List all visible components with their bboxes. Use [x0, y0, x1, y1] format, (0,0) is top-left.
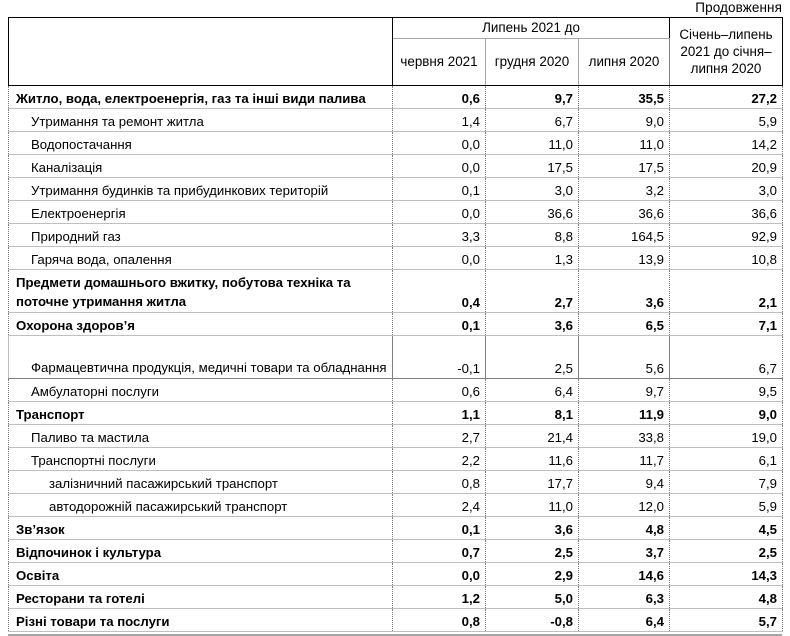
table-row	[9, 425, 783, 448]
row-value: 7,9	[670, 471, 783, 494]
row-value: 5,9	[670, 109, 783, 132]
row-value: 11,7	[579, 448, 670, 471]
row-label: Охорона здоров’я	[9, 313, 393, 336]
table-row	[9, 471, 783, 494]
row-label: Каналізація	[9, 155, 393, 178]
row-value: 2,4	[393, 494, 486, 517]
row-value: 164,5	[579, 224, 670, 247]
table-row	[9, 379, 783, 402]
table-row	[9, 402, 783, 425]
row-value: 3,6	[486, 313, 579, 336]
header-row-top	[9, 18, 783, 39]
row-value: 6,4	[579, 609, 670, 632]
table-row	[9, 586, 783, 609]
row-value: 7,1	[670, 313, 783, 336]
table-row	[9, 448, 783, 471]
row-value: 8,8	[486, 224, 579, 247]
table-row	[9, 247, 783, 270]
row-value: 0,0	[393, 563, 486, 586]
table-row	[9, 494, 783, 517]
row-value: 1,2	[393, 586, 486, 609]
row-value: 0,1	[393, 517, 486, 540]
table-row	[9, 313, 783, 336]
table-header	[9, 18, 783, 86]
table-row	[9, 86, 783, 109]
row-value: 0,1	[393, 178, 486, 201]
row-value: 36,6	[579, 201, 670, 224]
table-body	[9, 86, 783, 632]
row-value: 11,6	[486, 448, 579, 471]
row-value: 2,2	[393, 448, 486, 471]
row-value: 17,7	[486, 471, 579, 494]
table-row	[9, 109, 783, 132]
row-value: 2,5	[486, 540, 579, 563]
row-value: 27,2	[670, 86, 783, 109]
row-value: 11,0	[486, 132, 579, 155]
row-value: 5,7	[670, 609, 783, 632]
row-label: Відпочинок і культура	[9, 540, 393, 563]
header-col-july2020: липня 2020	[579, 39, 670, 86]
row-value: 36,6	[670, 201, 783, 224]
table-row	[9, 540, 783, 563]
row-value: 3,6	[579, 270, 670, 313]
row-value: 14,6	[579, 563, 670, 586]
table-row	[9, 270, 783, 313]
header-blank-cell	[9, 18, 393, 86]
row-value: 5,0	[486, 586, 579, 609]
row-value: 9,7	[486, 86, 579, 109]
table-row	[9, 132, 783, 155]
row-value: 2,5	[486, 336, 579, 379]
row-value: 9,7	[579, 379, 670, 402]
row-value: 14,2	[670, 132, 783, 155]
row-value: 9,0	[670, 402, 783, 425]
row-value: 4,5	[670, 517, 783, 540]
row-label: Утримання та ремонт житла	[9, 109, 393, 132]
row-value: 0,1	[393, 313, 486, 336]
header-col-december2020: грудня 2020	[486, 39, 579, 86]
row-label: Зв’язок	[9, 517, 393, 540]
row-value: 1,1	[393, 402, 486, 425]
row-value: 2,1	[670, 270, 783, 313]
row-value: 0,0	[393, 201, 486, 224]
table-row	[9, 563, 783, 586]
row-value: 3,3	[393, 224, 486, 247]
row-value: 11,0	[579, 132, 670, 155]
continuation-caption: Продовження	[695, 0, 782, 15]
row-value: 0,8	[393, 609, 486, 632]
row-value: 3,6	[486, 517, 579, 540]
row-value: 92,9	[670, 224, 783, 247]
row-value: 0,0	[393, 155, 486, 178]
row-value: 19,0	[670, 425, 783, 448]
row-value: 2,7	[486, 270, 579, 313]
row-value: 0,6	[393, 86, 486, 109]
row-label: Утримання будинків та прибудинкових територій	[9, 178, 393, 201]
row-value: 6,5	[579, 313, 670, 336]
row-value: 1,4	[393, 109, 486, 132]
row-value: 0,6	[393, 379, 486, 402]
row-value: 4,8	[670, 586, 783, 609]
row-value: 12,0	[579, 494, 670, 517]
row-value: 1,3	[486, 247, 579, 270]
table-row	[9, 336, 783, 379]
row-label: Освіта	[9, 563, 393, 586]
row-label: Житло, вода, електроенергія, газ та інші види палива	[9, 86, 393, 109]
row-value: 0,7	[393, 540, 486, 563]
row-label: Паливо та мастила	[9, 425, 393, 448]
row-value: 13,9	[579, 247, 670, 270]
row-value: 2,9	[486, 563, 579, 586]
row-value: 0,0	[393, 247, 486, 270]
row-value: 6,7	[486, 109, 579, 132]
row-value: 9,4	[579, 471, 670, 494]
row-value: 36,6	[486, 201, 579, 224]
continuation-caption-row	[8, 0, 782, 17]
row-value: 0,4	[393, 270, 486, 313]
row-label: Електроенергія	[9, 201, 393, 224]
row-value: 3,0	[670, 178, 783, 201]
row-label: Різні товари та послуги	[9, 609, 393, 632]
table-row	[9, 155, 783, 178]
row-label: автодорожній пасажирський транспорт	[9, 494, 393, 517]
row-value: -0,8	[486, 609, 579, 632]
row-label: Водопостачання	[9, 132, 393, 155]
header-group-july2021: Липень 2021 до	[393, 18, 670, 39]
row-value: 21,4	[486, 425, 579, 448]
row-label: Предмети домашнього вжитку, побутова техніка та поточне утримання житла	[9, 270, 393, 313]
row-value: 2,7	[393, 425, 486, 448]
row-label: Транспортні послуги	[9, 448, 393, 471]
row-value: 6,1	[670, 448, 783, 471]
row-label: Транспорт	[9, 402, 393, 425]
row-value: 10,8	[670, 247, 783, 270]
row-value: 11,0	[486, 494, 579, 517]
row-value: 20,9	[670, 155, 783, 178]
table-row	[9, 609, 783, 632]
row-value: 11,9	[579, 402, 670, 425]
row-value: 17,5	[579, 155, 670, 178]
header-col-june2021: червня 2021	[393, 39, 486, 86]
row-value: 6,3	[579, 586, 670, 609]
row-value: 4,8	[579, 517, 670, 540]
price-index-table	[8, 17, 783, 632]
row-label: Природний газ	[9, 224, 393, 247]
row-value: 5,6	[579, 336, 670, 379]
table-row	[9, 201, 783, 224]
table-row	[9, 224, 783, 247]
row-value: 8,1	[486, 402, 579, 425]
row-value: 3,7	[579, 540, 670, 563]
row-value: 5,9	[670, 494, 783, 517]
row-value: 3,0	[486, 178, 579, 201]
row-value: 17,5	[486, 155, 579, 178]
row-value: -0,1	[393, 336, 486, 379]
row-value: 9,0	[579, 109, 670, 132]
row-value: 3,2	[579, 178, 670, 201]
row-value: 14,3	[670, 563, 783, 586]
table-row	[9, 517, 783, 540]
row-label: залізничний пасажирський транспорт	[9, 471, 393, 494]
row-value: 2,5	[670, 540, 783, 563]
row-value: 9,5	[670, 379, 783, 402]
row-value: 33,8	[579, 425, 670, 448]
header-janjuly-compare: Січень–липень 2021 до січня–липня 2020	[670, 18, 783, 86]
row-value: 0,8	[393, 471, 486, 494]
table-row	[9, 178, 783, 201]
row-label: Гаряча вода, опалення	[9, 247, 393, 270]
row-value: 6,4	[486, 379, 579, 402]
row-value: 0,0	[393, 132, 486, 155]
row-label: Фармацевтична продукція, медичні товари та обладнання	[9, 336, 393, 379]
row-value: 6,7	[670, 336, 783, 379]
row-label: Ресторани та готелі	[9, 586, 393, 609]
row-label: Амбулаторні послуги	[9, 379, 393, 402]
row-value: 35,5	[579, 86, 670, 109]
